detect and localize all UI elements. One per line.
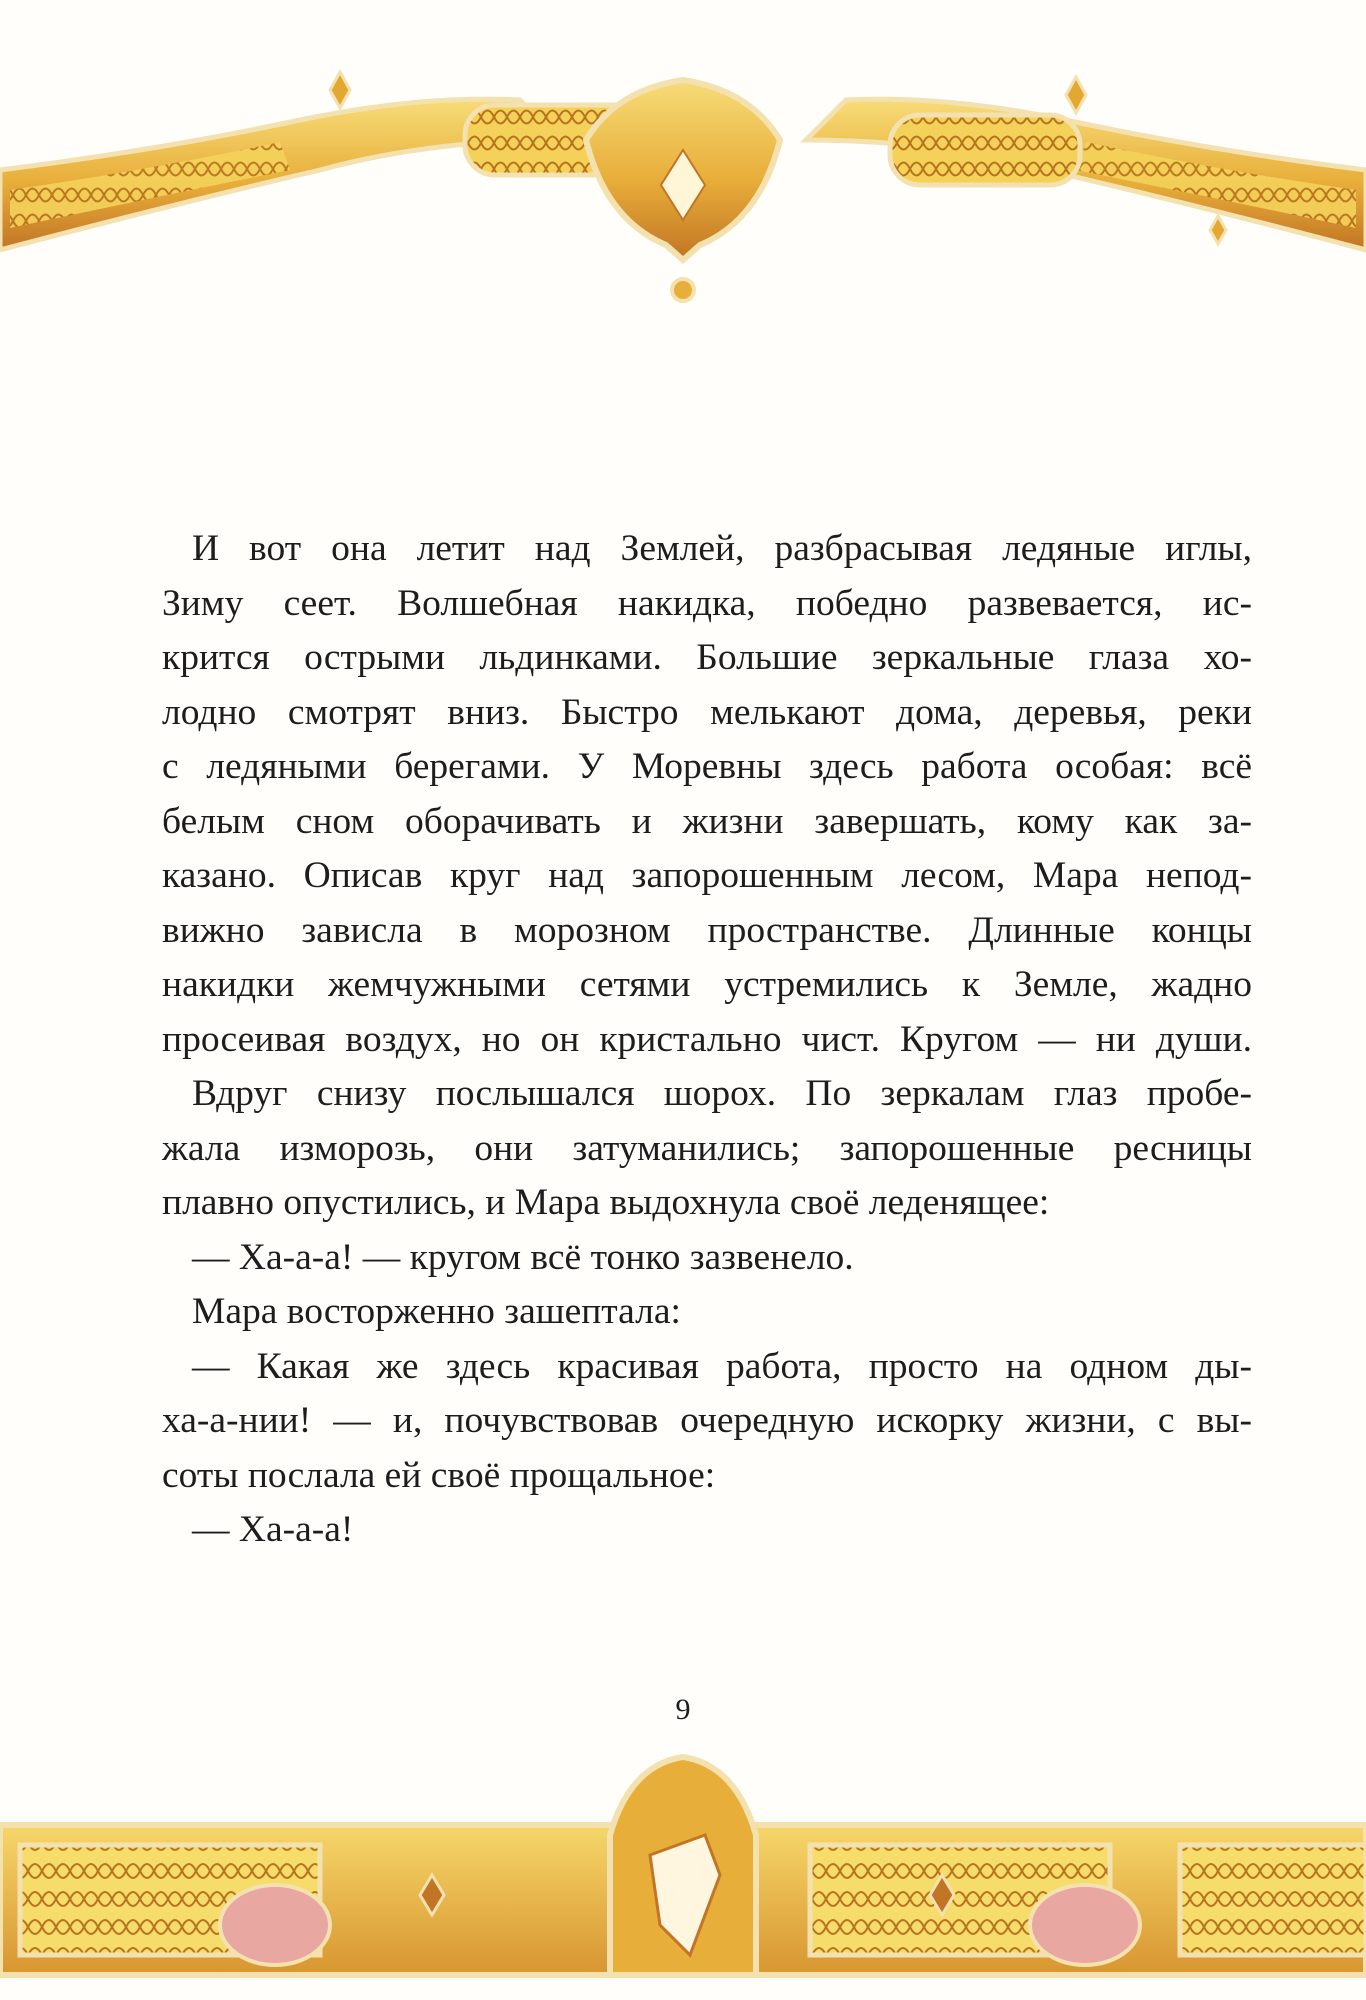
text-line: просеивая воздух, но он кристально чист. Кругом — ни души. (162, 1018, 1252, 1060)
text-line: плавно опустились, и Мара выдохнула своё леденящее: (162, 1182, 1050, 1223)
paragraph-6 (162, 1503, 1252, 1558)
paragraph-4 (162, 1285, 1252, 1340)
text-line: казано. Описав круг над запорошенным лесом, Мара непод- (162, 855, 1252, 896)
story-text (162, 522, 1252, 1558)
paragraph-5 (162, 1340, 1252, 1504)
text-line: ха-а-нии! — и, почувствовав очередную искорку жизни, с вы- (162, 1400, 1252, 1441)
text-line: Мара восторженно зашептала: (192, 1291, 681, 1332)
text-line: накидки жемчужными сетями устремились к Земле, жадно (162, 964, 1252, 1005)
paragraph-3 (162, 1231, 1252, 1286)
text-line: вижно зависла в морозном пространстве. Длинные концы (162, 909, 1252, 951)
text-line: лодно смотрят вниз. Быстро мелькают дома, деревья, реки (162, 691, 1252, 733)
paragraph-1 (162, 522, 1252, 1067)
text-line: Вдруг снизу послышался шорох. По зеркалам глаз пробе- (192, 1073, 1252, 1114)
bottom-ornament-border (0, 1745, 1366, 2000)
top-ornament-border (0, 0, 1366, 320)
text-line: соты послала ей своё прощальное: (162, 1454, 716, 1496)
text-line: Зиму сеет. Волшебная накидка, победно развевается, ис- (162, 582, 1252, 624)
text-line: — Какая же здесь красивая работа, просто на одном ды- (192, 1345, 1252, 1387)
text-line: — Ха-а-а! — кругом всё тонко зазвенело. (192, 1236, 854, 1278)
paragraph-2 (162, 1067, 1252, 1231)
page-number: 9 (675, 1693, 691, 1726)
text-line: И вот она летит над Землей, разбрасывая ледяные иглы, (192, 528, 1252, 569)
text-line: — Ха-а-а! (192, 1509, 354, 1550)
text-line: крится острыми льдинками. Большие зеркальные глаза хо- (162, 637, 1252, 678)
text-line: белым сном оборачивать и жизни завершать, кому как за- (162, 800, 1252, 842)
text-line: с ледяными берегами. У Моревны здесь работа особая: всё (162, 746, 1252, 787)
text-line: жала изморозь, они затуманились; запорошенные ресницы (162, 1127, 1252, 1169)
